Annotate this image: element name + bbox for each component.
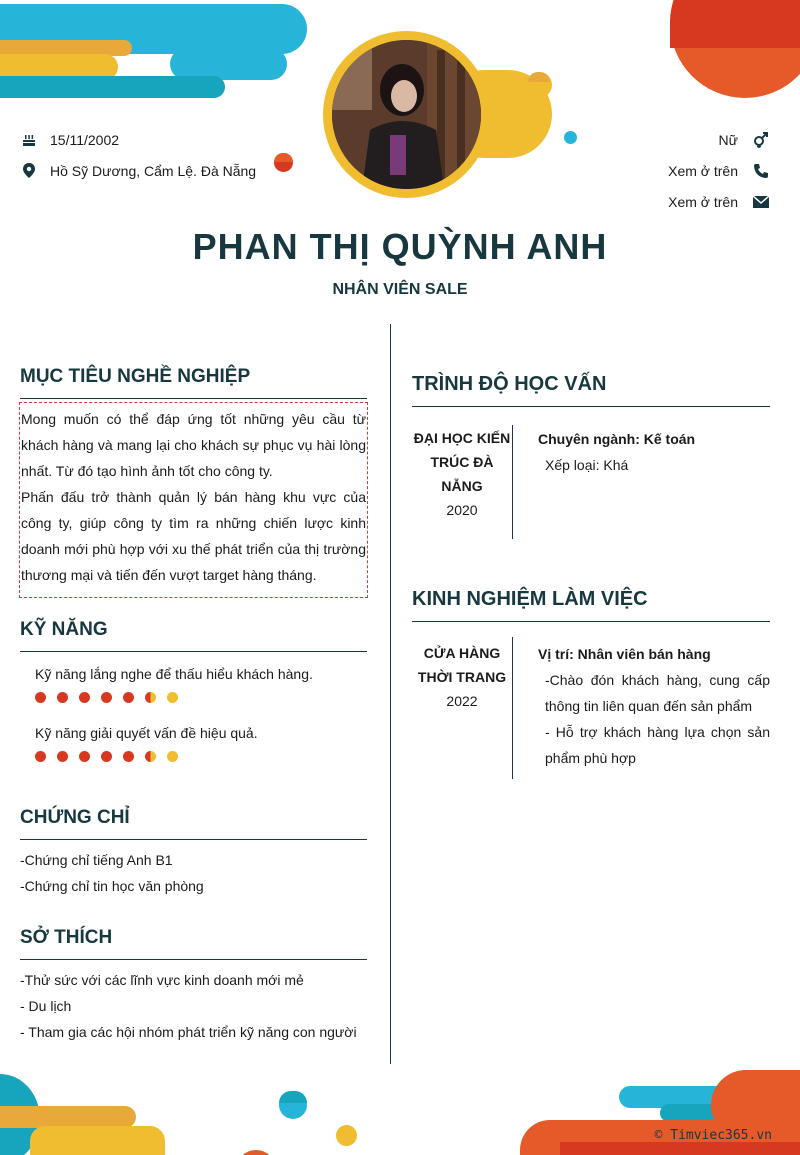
watermark: © Timviec365.vn (654, 1128, 772, 1143)
list-item: -Thử sức với các lĩnh vực kinh doanh mới mẻ (20, 972, 304, 988)
education-major: Chuyên ngành: Kế toán (538, 431, 696, 447)
birth-date-row (20, 124, 256, 155)
experience-heading: KINH NGHIỆM LÀM VIỆC (412, 588, 770, 622)
contact-info-left (20, 124, 256, 186)
email-row (668, 186, 770, 217)
education-grade: Xếp loại: Khá (545, 457, 629, 473)
address: Hồ Sỹ Dương, Cẩm Lệ. Đà Nẵng (50, 162, 257, 179)
hobbies-heading: SỞ THÍCH (20, 927, 367, 960)
rating-dot (101, 751, 112, 762)
education-separator (512, 425, 513, 539)
address-row (20, 155, 256, 186)
rating-dot (101, 692, 112, 703)
rating-dot (167, 751, 178, 762)
rating-dot (35, 692, 46, 703)
skill-item: Kỹ năng giải quyết vấn đề hiệu quả. (35, 725, 258, 741)
rating-dot (123, 692, 134, 703)
gender-icon (752, 131, 770, 149)
envelope-icon (752, 193, 770, 211)
birth-date: 15/11/2002 (50, 131, 120, 148)
objective-paragraph-1: Mong muốn có thể đáp ứng tốt những yêu cầu từ khách hàng và mang lại cho khách sự phục vụ hài lòng nhất. Từ đó tạo hình ảnh tốt cho công ty. (21, 411, 366, 479)
objective-text[interactable] (19, 402, 368, 598)
rating-dot (79, 751, 90, 762)
skill-item: Kỹ năng lắng nghe để thấu hiểu khách hàng. (35, 666, 313, 682)
skill-rating (35, 751, 189, 762)
phone-row (668, 155, 770, 186)
experience-year: 2022 (446, 693, 478, 709)
skills-heading: KỸ NĂNG (20, 619, 367, 652)
gender-row (668, 124, 770, 155)
experience-separator (512, 637, 513, 779)
candidate-name: PHAN THỊ QUỲNH ANH (192, 226, 608, 267)
education-school-block (412, 426, 512, 522)
phone-icon (752, 162, 770, 180)
objective-paragraph-2: Phấn đấu trở thành quản lý bán hàng khu vực của công ty, giúp công ty tìm ra những chiến lược kinh doanh mới phù hợp với xu thế phát triển của thị trường thương mại và tiến đến vượt target hàng tháng. (21, 489, 366, 583)
contact-info-right (668, 124, 770, 217)
rating-dot (79, 692, 90, 703)
avatar-image (332, 40, 481, 189)
rating-dot (145, 751, 156, 762)
rating-dot (167, 692, 178, 703)
experience-details (538, 641, 770, 771)
rating-dot (57, 751, 68, 762)
certificates-list (20, 847, 204, 899)
rating-dot (57, 692, 68, 703)
hobbies-list (20, 967, 357, 1045)
job-title: NHÂN VIÊN SALE (332, 281, 468, 298)
list-item: -Chứng chỉ tiếng Anh B1 (20, 852, 173, 868)
list-item: - Tham gia các hội nhóm phát triển kỹ năng con người (20, 1024, 357, 1040)
experience-position: Vị trí: Nhân viên bán hàng (538, 646, 711, 662)
gender: Nữ (718, 131, 738, 148)
avatar (332, 40, 481, 189)
education-year: 2020 (446, 502, 478, 518)
certificates-heading: CHỨNG CHỈ (20, 807, 367, 840)
list-item: - Du lịch (20, 998, 72, 1014)
education-details (538, 426, 770, 478)
experience-duty: -Chào đón khách hàng, cung cấp thông tin liên quan đến sản phẩm (545, 672, 770, 714)
rating-dot (35, 751, 46, 762)
experience-company-block (412, 641, 512, 713)
phone[interactable]: Xem ở trên (668, 162, 738, 179)
objective-heading: MỤC TIÊU NGHỀ NGHIỆP (20, 366, 367, 399)
column-divider (390, 324, 391, 1064)
location-pin-icon (20, 162, 38, 180)
email[interactable]: Xem ở trên (668, 193, 738, 210)
company-name: CỬA HÀNG THỜI TRANG (417, 645, 507, 685)
rating-dot (123, 751, 134, 762)
experience-duty: - Hỗ trợ khách hàng lựa chọn sản phẩm phù hợp (545, 724, 770, 766)
birthday-cake-icon (20, 131, 38, 149)
list-item: -Chứng chỉ tin học văn phòng (20, 878, 204, 894)
education-heading: TRÌNH ĐỘ HỌC VẤN (412, 373, 770, 407)
school-name: ĐẠI HỌC KIẾN TRÚC ĐÀ NẴNG (413, 430, 511, 494)
rating-dot (145, 692, 156, 703)
skill-rating (35, 692, 189, 703)
